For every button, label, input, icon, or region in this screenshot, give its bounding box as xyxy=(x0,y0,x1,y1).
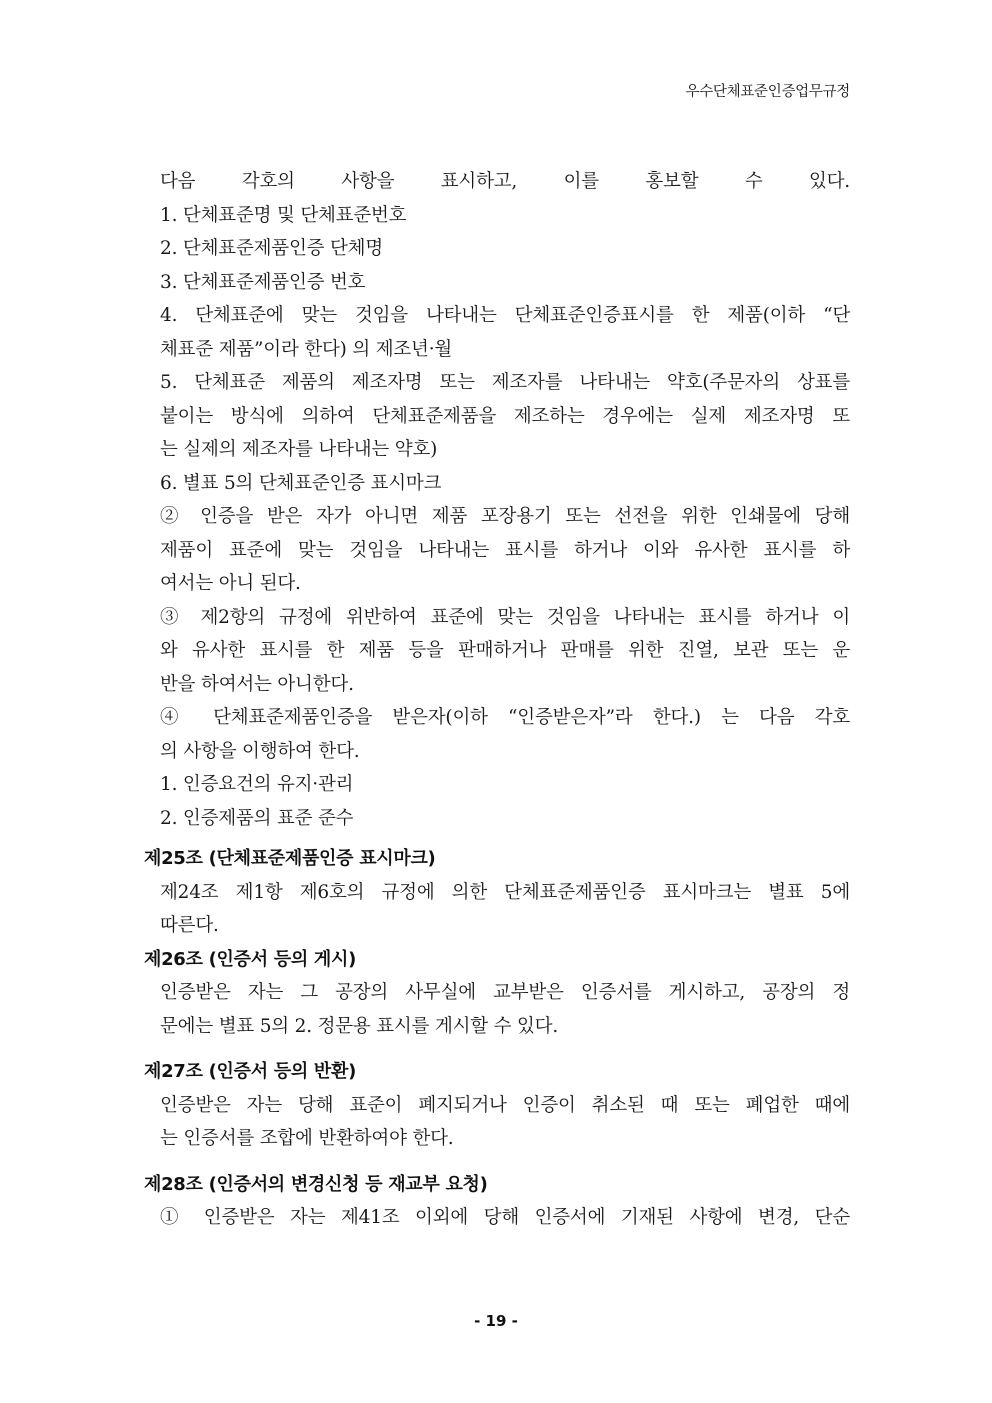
article-heading: 제25조 (단체표준제품인증 표시마크) xyxy=(144,848,436,869)
body-line: 제24조 제1항 제6호의 규정에 의한 단체표준제품인증 표시마크는 별표 5에 xyxy=(160,881,850,903)
document-body xyxy=(144,165,850,1235)
body-line: 다음 각호의 사항을 표시하고, 이를 홍보할 수 있다. xyxy=(160,171,850,192)
page-number: - 19 - xyxy=(474,1312,518,1330)
body-line: 1. 단체표준명 및 단체표준번호 xyxy=(160,204,407,226)
body-line: 1. 인증요건의 유지·관리 xyxy=(160,774,354,795)
body-line: ① 인증받은 자는 제41조 이외에 당해 인증서에 기재된 사항에 변경, 단순 xyxy=(160,1207,850,1228)
body-line: 2. 단체표준제품인증 단체명 xyxy=(160,238,383,259)
body-line: 여서는 아니 된다. xyxy=(160,573,301,594)
body-line: 2. 인증제품의 표준 준수 xyxy=(160,807,354,829)
body-line: 와 유사한 표시를 한 제품 등을 판매하거나 판매를 위한 진열, 보관 또는 운 xyxy=(160,640,850,661)
article-27 xyxy=(144,1055,850,1156)
body-line: 는 인증서를 조합에 반환하여야 한다. xyxy=(160,1128,454,1149)
body-line: 3. 단체표준제품인증 번호 xyxy=(160,271,366,293)
body-line: ③ 제2항의 규정에 위반하여 표준에 맞는 것임을 나타내는 표시를 하거나 이 xyxy=(160,606,850,628)
body-line: 6. 별표 5의 단체표준인증 표시마크 xyxy=(160,472,442,494)
article-heading: 제26조 (인증서 등의 게시) xyxy=(144,948,356,970)
intro-section xyxy=(160,165,850,835)
body-line: 반을 하여서는 아니한다. xyxy=(160,673,354,695)
body-line: 체표준 제품”이라 한다) 의 제조년·월 xyxy=(160,338,453,360)
article-25 xyxy=(144,842,850,943)
body-line: 의 사항을 이행하여 한다. xyxy=(160,740,360,762)
article-26 xyxy=(144,943,850,1044)
article-28 xyxy=(144,1168,850,1235)
body-line: 따른다. xyxy=(160,915,219,936)
body-line: 인증받은 자는 당해 표준이 폐지되거나 인증이 취소된 때 또는 폐업한 때에 xyxy=(160,1094,850,1116)
article-heading: 제27조 (인증서 등의 반환) xyxy=(144,1061,356,1082)
running-header: 우수단체표준인증업무규정 xyxy=(685,84,850,100)
body-line: 붙이는 방식에 의하여 단체표준제품을 제조하는 경우에는 실제 제조자명 또 xyxy=(160,405,850,427)
body-line: 4. 단체표준에 맞는 것임을 나타내는 단체표준인증표시를 한 제품(이하 “단 xyxy=(160,305,850,326)
body-line: 는 실제의 제조자를 나타내는 약호) xyxy=(160,439,438,460)
body-line: 인증받은 자는 그 공장의 사무실에 교부받은 인증서를 게시하고, 공장의 정 xyxy=(160,982,850,1003)
body-line: 5. 단체표준 제품의 제조자명 또는 제조자를 나타내는 약호(주문자의 상표를 xyxy=(160,372,850,393)
body-line: 제품이 표준에 맞는 것임을 나타내는 표시를 하거나 이와 유사한 표시를 하 xyxy=(160,539,850,561)
body-line: ② 인증을 받은 자가 아니면 제품 포장용기 또는 선전을 위한 인쇄물에 당해 xyxy=(160,506,850,527)
article-heading: 제28조 (인증서의 변경신청 등 재교부 요청) xyxy=(144,1173,488,1195)
body-line: ④ 단체표준제품인증을 받은자(이하 “인증받은자”라 한다.) 는 다음 각호 xyxy=(160,707,850,728)
body-line: 문에는 별표 5의 2. 정문용 표시를 게시할 수 있다. xyxy=(160,1015,559,1037)
